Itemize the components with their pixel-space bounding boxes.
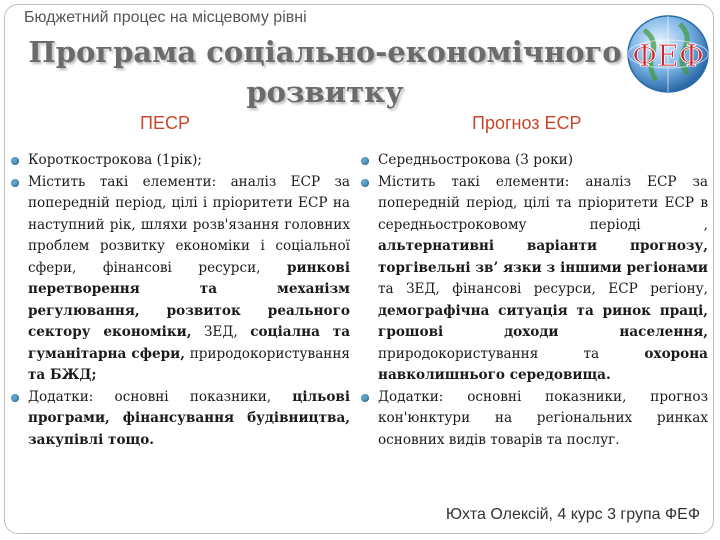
left-bullet-2-text-f: та БЖД; <box>28 367 97 383</box>
title-line-2: розвитку <box>246 75 404 109</box>
right-bullet-2-text-f: охорона навколишнього середовища. <box>378 345 708 383</box>
right-bullet-3: Додатки: основні показники, прогноз кон'юнктури на регіональних ринках основних видів товарів та послуг. <box>378 387 708 452</box>
right-column-heading: Прогноз ЕСР <box>472 113 582 133</box>
author-footer: Юхта Олексій, 4 курс 3 група ФЕФ <box>445 506 700 523</box>
left-bullet-1: Короткострокова (1рік); <box>28 150 350 172</box>
left-bullet-2-text-d: соціална та гуманітарна сфери, <box>28 324 350 362</box>
left-bullet-2-text-e: природокористування <box>189 345 350 362</box>
slide-top-label: Бюджетний процес на місцевому рівні <box>24 9 307 26</box>
logo-text: ФЕФ <box>632 39 704 74</box>
right-bullet-2-text-e: природокористування та <box>378 345 600 362</box>
left-bullet-2 <box>28 172 350 387</box>
right-bullet-2-text-c: та ЗЕД, фінансові ресурси, ЕСР регіону, <box>378 281 708 297</box>
right-bullet-1: Середньострокова (3 роки) <box>378 150 708 172</box>
left-bullet-3-text-a: Додатки: основні показники, <box>28 388 272 405</box>
left-bullet-3 <box>28 387 350 452</box>
right-column <box>378 150 708 451</box>
left-bullet-2-text-c: ЗЕД, <box>203 324 238 340</box>
left-bullet-2-text-a: Містить такі елементи: аналіз ЕСР за попередній період, цілі і пріоритети ЕСР на наступний рік, шляхи розв'язання головних проблем розвитку економіки і соціальної сфери, фінансові ресурси, <box>28 173 350 276</box>
left-column-heading: ПЕСР <box>140 113 190 133</box>
right-bullet-2-text-b: альтернативні варіанти прогнозу, торгівельні зв’ язки з іншими регіонами <box>378 238 708 276</box>
page-title <box>20 32 630 112</box>
globe-icon <box>622 10 714 94</box>
left-bullet-2-text-b: ринкові перетворення та механізм регулювання, розвиток реального сектору економіки, <box>28 259 351 340</box>
title-line-1: Програма соціально-економічного <box>28 35 622 69</box>
right-bullet-2-text-d: демографічна ситуація та ринок праці, грошові доходи населення, <box>378 302 708 340</box>
left-bullet-3-text-b: цільові програми, фінансування будівництва, закупівлі тощо. <box>28 388 350 448</box>
right-bullet-2-text-a: Містить такі елементи: аналіз ЕСР за попередній період, цілі та пріоритети ЕСР в середньостроковому періоді , <box>378 173 708 233</box>
left-column <box>28 150 350 451</box>
right-bullet-2 <box>378 172 708 387</box>
